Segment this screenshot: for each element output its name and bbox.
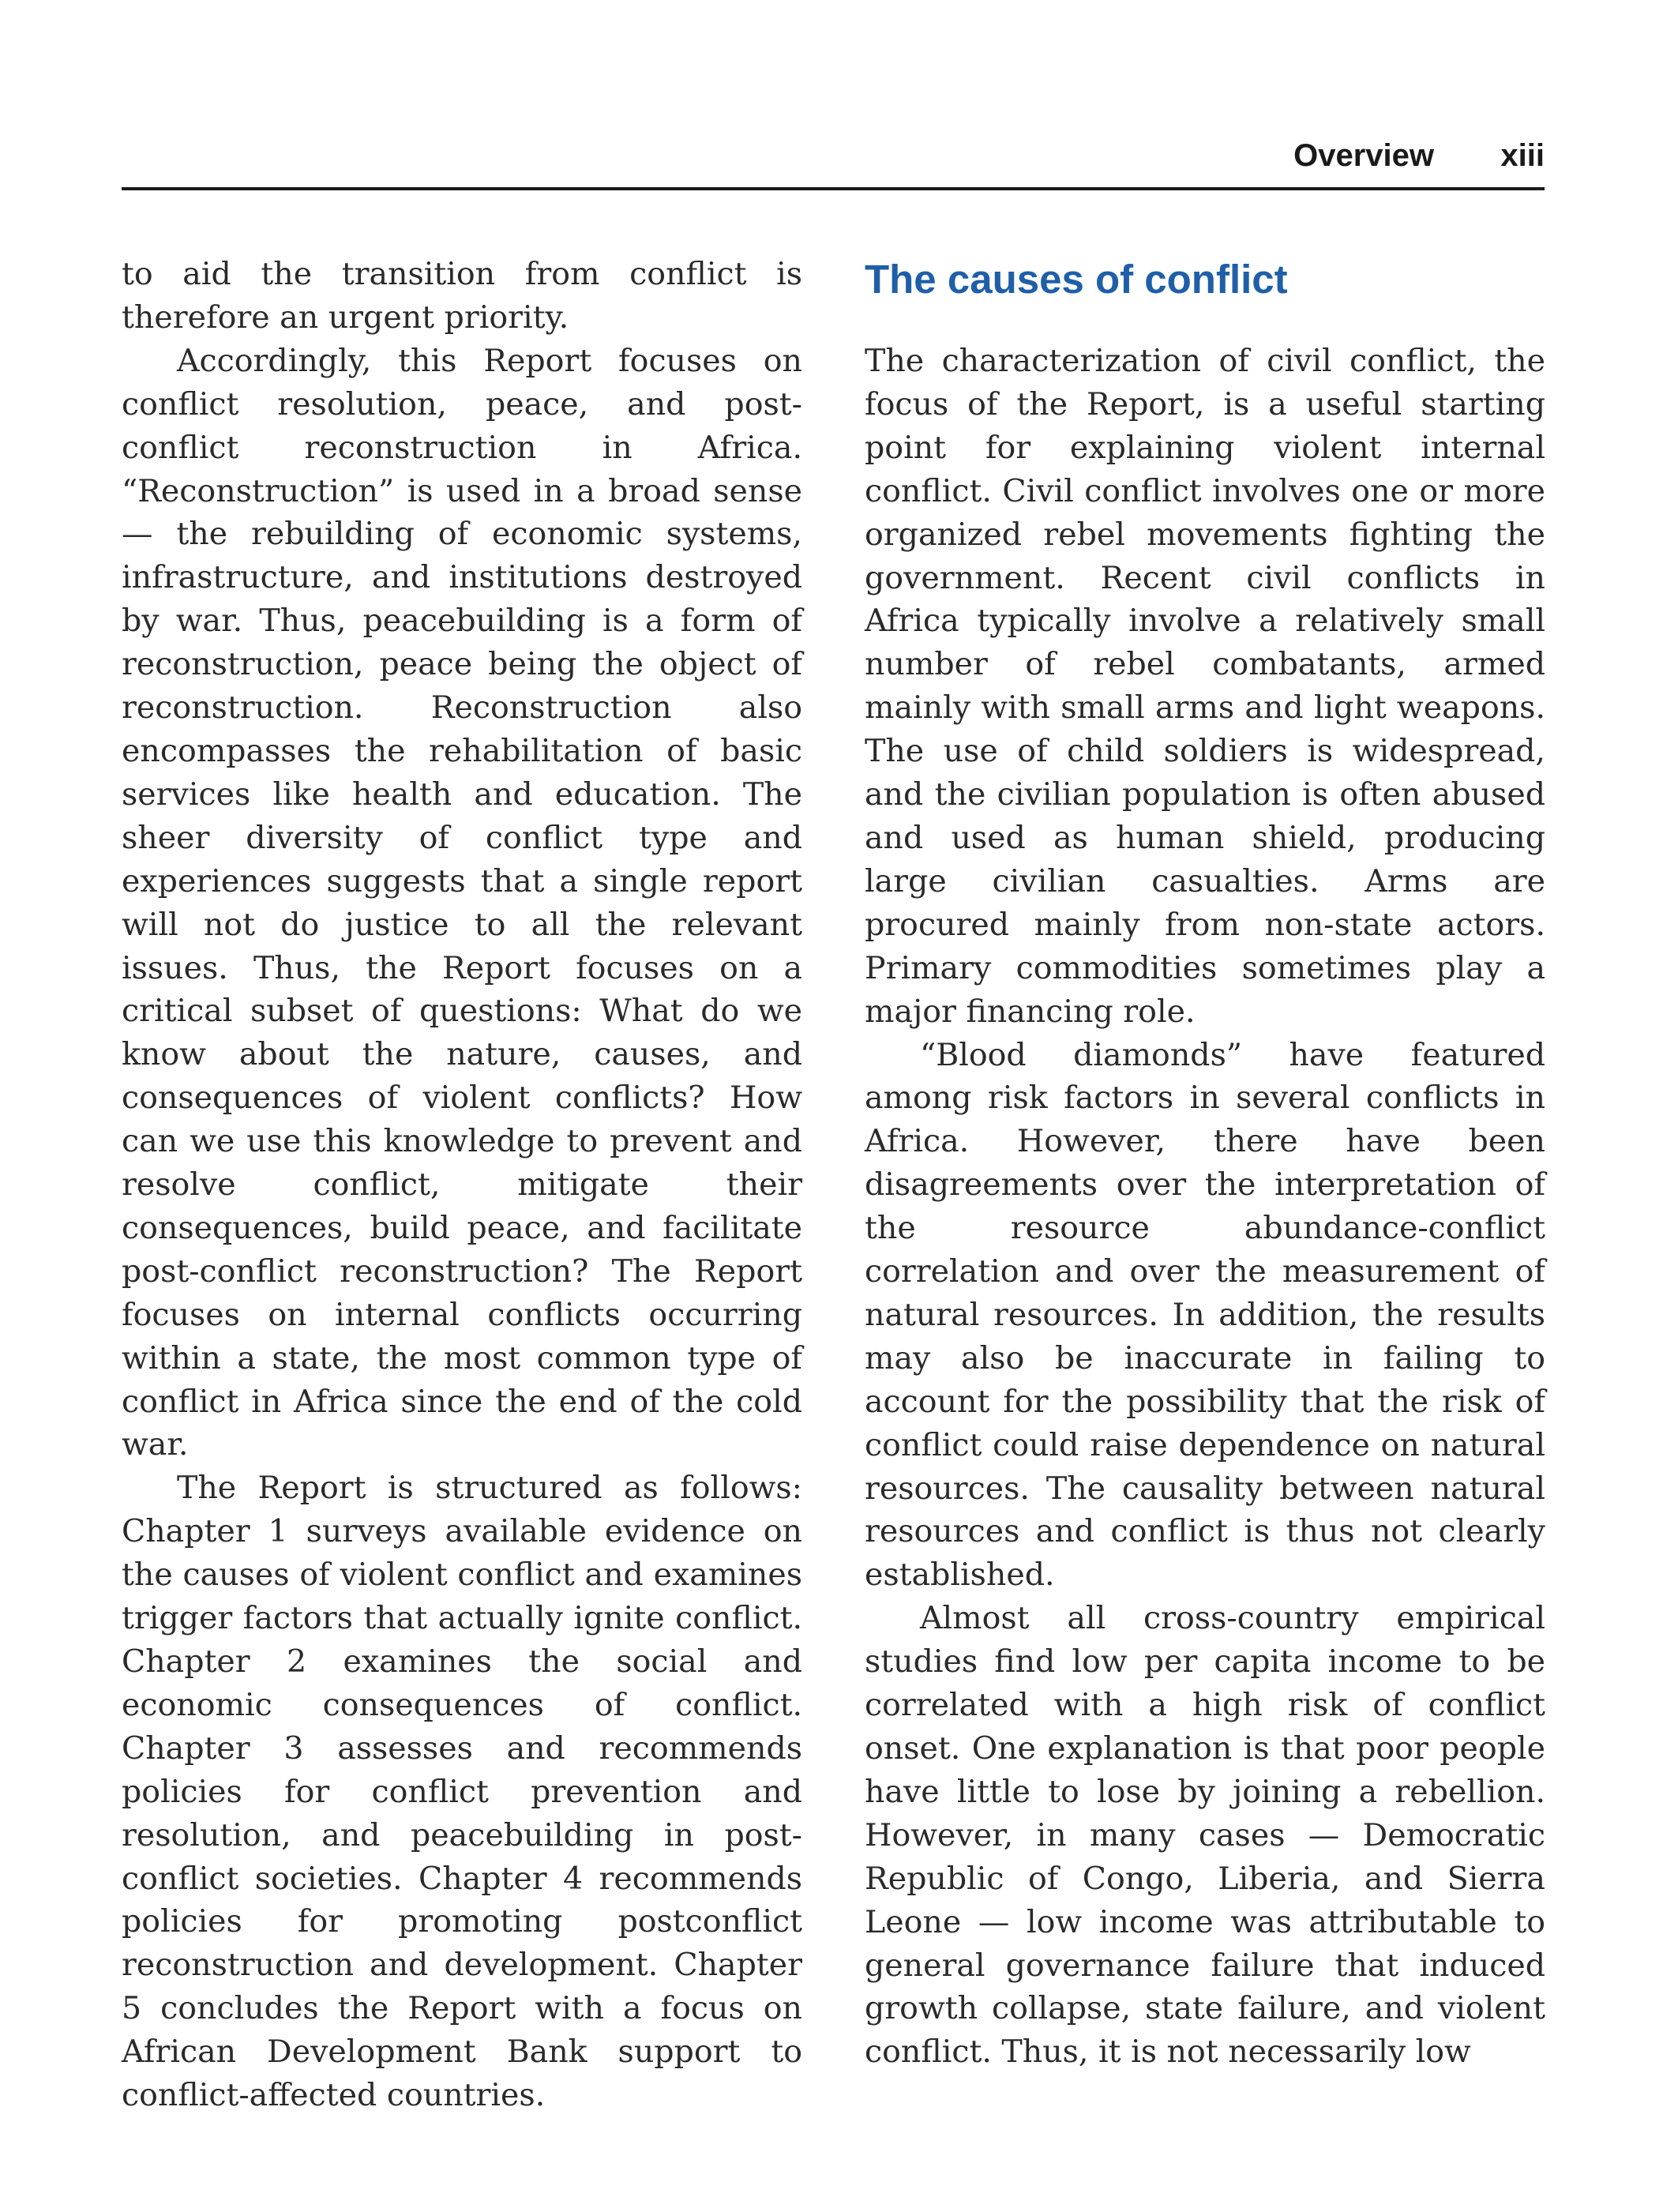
running-header: [122, 130, 1545, 190]
header-section-name: Overview: [1293, 138, 1434, 173]
left-column: [122, 253, 802, 2117]
right-paragraph-3: Almost all cross-country empirical studies find low per capita income to be correlated with a high risk of conflict onset. One explanation is that poor people have little to lose by joining a rebellion. However, in many cases — Democratic Republic of Congo, Liberia, and Sierra Leone — low income was attributable to general governance failure that induced growth collapse, state failure, and violent conflict. Thus, it is not necessarily low: [865, 1600, 1545, 2071]
section-heading: The causes of conflict: [865, 257, 1288, 302]
left-paragraph-2: Accordingly, this Report focuses on conflict resolution, peace, and post-conflict reconstruction in Africa. “Reconstruction” is used in a broad sense — the rebuilding of economic systems, infrastructure, and institutions destroyed by war. Thus, peacebuilding is a form of reconstruction, peace being the object of reconstruction. Reconstruction also encompasses the rehabilitation of basic services like health and education. The sheer diversity of conflict type and experiences suggests that a single report will not do justice to all the relevant issues. Thus, the Report focuses on a critical subset of questions: What do we know about the nature, causes, and consequences of violent conflicts? How can we use this knowledge to prevent and resolve conflict, mitigate their consequences, build peace, and facilitate post-conflict reconstruction? The Report focuses on internal conflicts occurring within a state, the most common type of conflict in Africa since the end of the cold war.: [122, 342, 802, 1463]
right-paragraph-2: “Blood diamonds” have featured among risk factors in several conflicts in Africa. However, there have been disagreements over the interpretation of the resource abundance-conflict correlation and over the measurement of natural resources. In addition, the results may also be inaccurate in failing to account for the possibility that the risk of conflict could raise dependence on natural resources. The causality between natural resources and conflict is thus not clearly established.: [865, 1036, 1545, 1594]
header-page-number: xiii: [1500, 138, 1545, 173]
left-paragraph-1: to aid the transition from conflict is therefore an urgent priority.: [122, 256, 802, 336]
right-column: [865, 253, 1545, 2074]
right-paragraph-1: The characterization of civil conflict, the focus of the Report, is a useful starting point for explaining violent internal conflict. Civil conflict involves one or more organized rebel movements fighting the government. Recent civil conflicts in Africa typically involve a relatively small number of rebel combatants, armed mainly with small arms and light weapons. The use of child soldiers is widespread, and the civilian population is often abused and used as human shield, producing large civilian casualties. Arms are procured mainly from non-state actors. Primary commodities sometimes play a major financing role.: [865, 343, 1545, 1030]
left-paragraph-3: The Report is structured as follows: Chapter 1 surveys available evidence on the causes of violent conflict and examines trigger factors that actually ignite conflict. Chapter 2 examines the social and economic consequences of conflict. Chapter 3 assesses and recommends policies for conflict prevention and resolution, and peacebuilding in post-conflict societies. Chapter 4 recommends policies for promoting postconflict reconstruction and development. Chapter 5 concludes the Report with a focus on African Development Bank support to conflict-affected countries.: [122, 1470, 802, 2114]
